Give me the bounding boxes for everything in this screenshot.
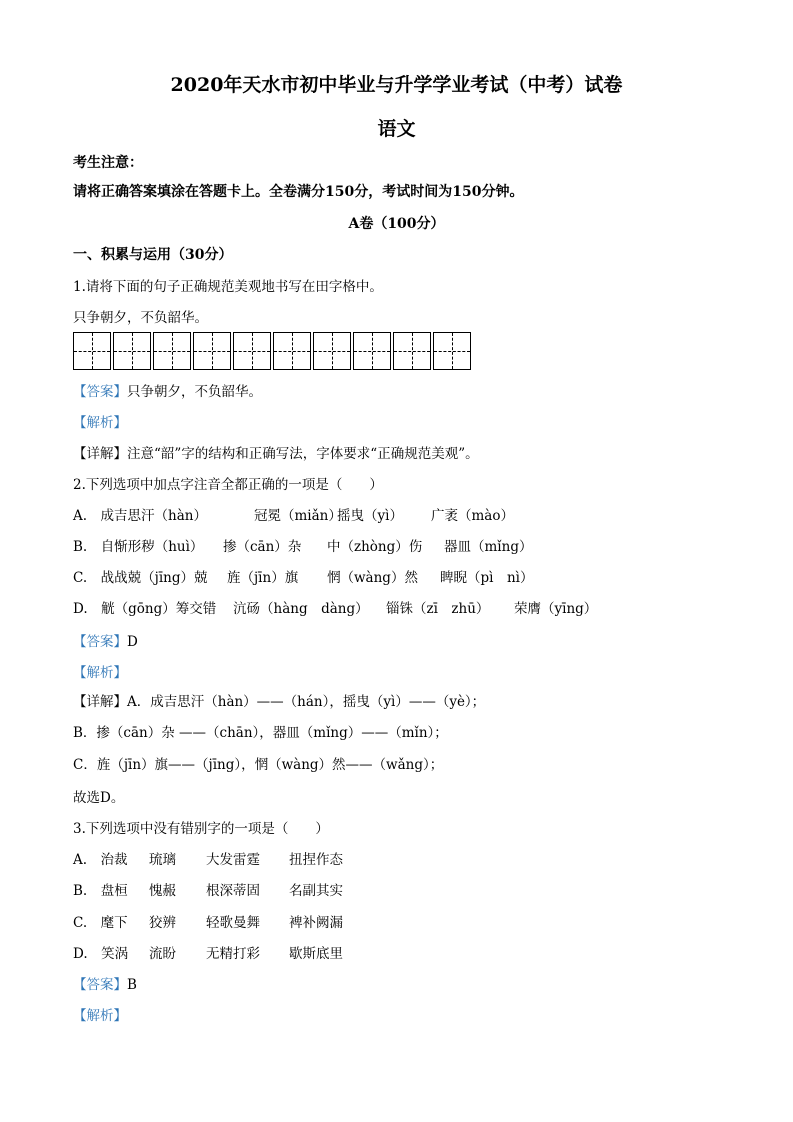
option-item: 器皿（mǐng） <box>444 539 533 555</box>
q2-option-c <box>73 566 713 586</box>
q2-stem: 2.下列选项中加点字注音全都正确的一项是（ ） <box>73 477 383 493</box>
option-item: B. 自惭形秽（huì） <box>73 539 204 555</box>
option-item: 中（zhòng）伤 <box>327 539 423 555</box>
q1-stem: 1.请将下面的句子正确规范美观地书写在田字格中。 <box>73 279 383 295</box>
option-item: 愧赧 <box>149 883 176 899</box>
q2-answer <box>73 630 138 650</box>
q3-option-d <box>73 942 713 962</box>
option-item: 旌（jīn）旗 <box>227 570 299 586</box>
option-item: 睥睨（pì nì） <box>440 570 534 586</box>
q3-analysis-label: 【解析】 <box>73 1008 127 1024</box>
q1-answer <box>73 380 262 400</box>
option-item: 流盼 <box>149 946 176 962</box>
grid-cell <box>73 332 111 370</box>
answer-label: 【答案】 <box>73 977 127 993</box>
option-item: 根深蒂固 <box>206 883 260 899</box>
q2-detail-2: B．掺（cān）杂 ——（chān），器皿（mǐng）——（mǐn）； <box>73 725 448 741</box>
q2-detail-3: C．旌（jīn）旗——（jīng），惘（wàng）然——（wǎng）； <box>73 757 444 773</box>
q3-stem: 3.下列选项中没有错别字的一项是（ ） <box>73 821 329 837</box>
notice-label: 考生注意： <box>73 155 143 171</box>
option-item: 广袤（mào） <box>431 508 514 524</box>
q3-option-b <box>73 879 713 899</box>
answer-label: 【答案】 <box>73 634 127 650</box>
option-item: 裨补阙漏 <box>289 915 343 931</box>
q2-option-b <box>73 535 713 555</box>
option-item: 轻歌曼舞 <box>206 915 260 931</box>
q2-conclusion: 故选D。 <box>73 790 125 806</box>
answer-text: 只争朝夕，不负韶华。 <box>127 384 262 400</box>
option-item: B. 盘桓 <box>73 883 128 899</box>
grid-cell <box>153 332 191 370</box>
section-heading: 一、积累与运用（30分） <box>73 247 233 263</box>
option-item: D. 笑涡 <box>73 946 129 962</box>
option-item: C. 麾下 <box>73 915 128 931</box>
option-item: 锱铢（zī zhū） <box>386 601 490 617</box>
answer-text: D <box>127 634 138 650</box>
q1-detail <box>73 442 479 462</box>
q2-detail-1 <box>73 690 485 710</box>
q1-sentence: 只争朝夕，不负韶华。 <box>73 310 208 326</box>
option-item: 琉璃 <box>149 852 176 868</box>
q1-analysis-label: 【解析】 <box>73 415 127 431</box>
option-item: 摇曳（yì） <box>337 508 403 524</box>
option-item: 掺（cān）杂 <box>223 539 302 555</box>
detail-label: 【详解】 <box>73 446 127 462</box>
option-item: 狡辨 <box>149 915 176 931</box>
q2-option-a <box>73 504 713 524</box>
detail-line: A．成吉思汗（hàn）——（hán），摇曳（yì）——（yè）； <box>127 694 486 710</box>
option-item: 扭捏作态 <box>289 852 343 868</box>
option-item: 惘（wàng）然 <box>327 570 418 586</box>
q3-answer <box>73 973 137 993</box>
grid-cell <box>193 332 231 370</box>
option-item: 大发雷霆 <box>206 852 260 868</box>
option-item: A. 治裁 <box>73 852 128 868</box>
grid-cell <box>353 332 391 370</box>
grid-cell <box>233 332 271 370</box>
option-item: 名副其实 <box>289 883 343 899</box>
option-item: 荣膺（yīng） <box>514 601 598 617</box>
grid-cell <box>313 332 351 370</box>
subject-title: 语文 <box>377 118 416 140</box>
grid-cell <box>433 332 471 370</box>
option-item: 无精打彩 <box>206 946 260 962</box>
answer-text: B <box>127 977 137 993</box>
grid-cell <box>113 332 151 370</box>
q2-option-d <box>73 597 733 617</box>
volume-label: A卷（100分） <box>348 216 445 232</box>
grid-cell <box>273 332 311 370</box>
writing-grid <box>73 332 473 370</box>
option-item: A. 成吉思汗（hàn） <box>73 508 207 524</box>
q2-analysis-label: 【解析】 <box>73 665 127 681</box>
q3-option-c <box>73 911 713 931</box>
option-item: C. 战战兢（jīng）兢 <box>73 570 208 586</box>
option-item: D. 觥（gōng）筹交错 <box>73 601 217 617</box>
option-item: 歇斯底里 <box>289 946 343 962</box>
detail-label: 【详解】 <box>73 694 127 710</box>
option-item: 冠冕（miǎn） <box>254 508 342 524</box>
page-title: 2020年天水市初中毕业与升学学业考试（中考）试卷 <box>170 74 623 96</box>
option-item: 沆砀（hàng dàng） <box>233 601 369 617</box>
answer-label: 【答案】 <box>73 384 127 400</box>
grid-cell <box>393 332 431 370</box>
detail-text: 注意“韶”字的结构和正确写法，字体要求“正确规范美观”。 <box>127 446 479 462</box>
notice-text: 请将正确答案填涂在答题卡上。全卷满分150分，考试时间为150分钟。 <box>73 184 524 200</box>
q3-option-a <box>73 848 713 868</box>
